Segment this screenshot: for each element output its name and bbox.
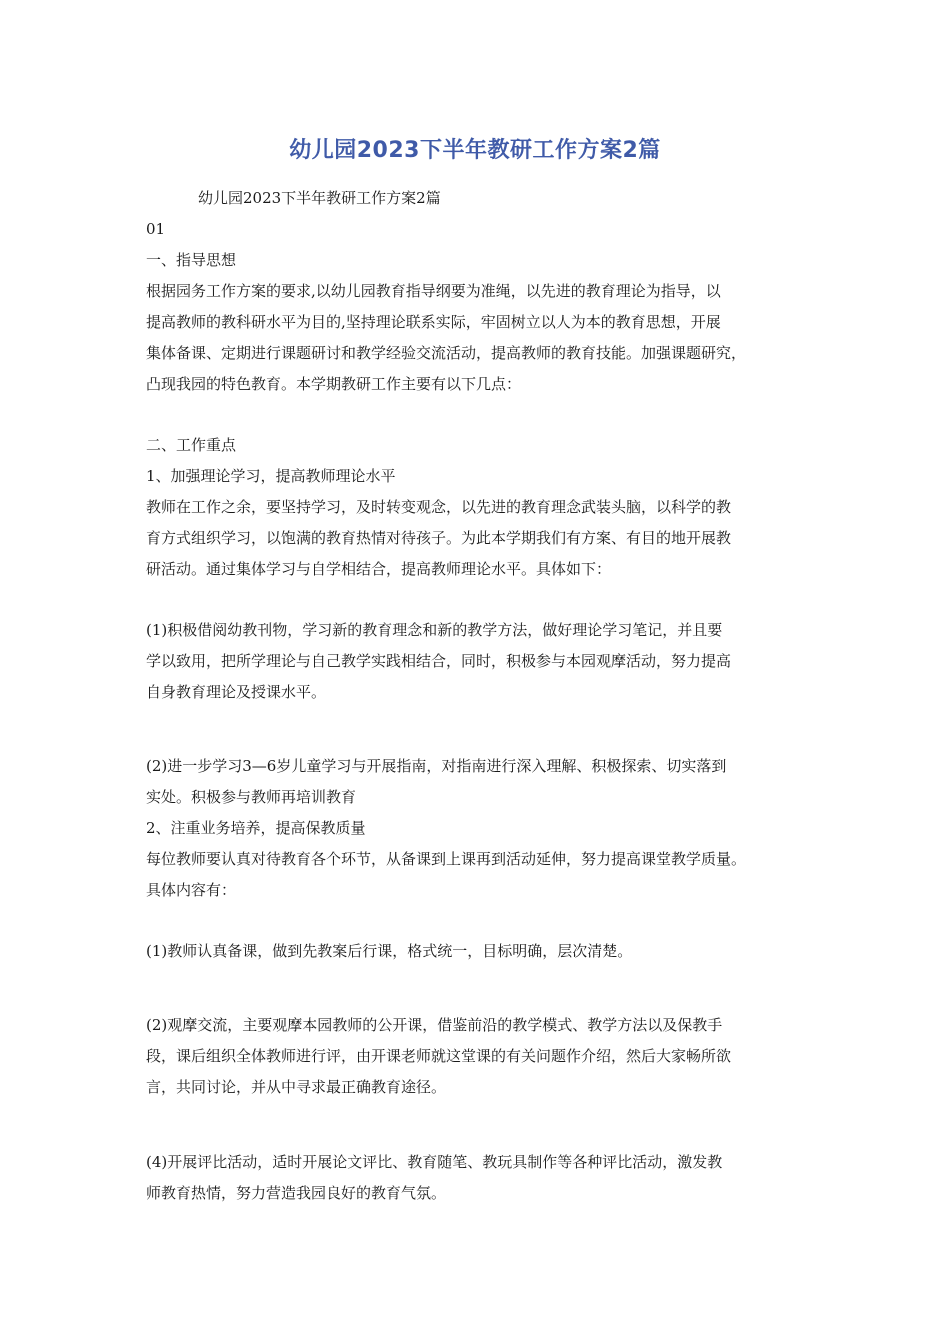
list-item-line: 言，共同讨论，并从中寻求最正确教育途径。 [146, 1078, 447, 1096]
list-item-line: 自身教育理论及授课水平。 [146, 683, 327, 701]
list-item-line: (1)教师认真备课，做到先教案后行课，格式统一，目标明确，层次清楚。 [146, 942, 633, 960]
heading-guiding-ideology: 一、指导思想 [146, 251, 237, 269]
list-item-line: (4)开展评比活动，适时开展论文评比、教育随笔、教玩具制作等各种评比活动，激发教 [146, 1153, 723, 1171]
paragraph-line: 凸现我园的特色教育。本学期教研工作主要有以下几点： [146, 375, 522, 393]
list-item-line: 段，课后组织全体教师进行评，由开课老师就这堂课的有关问题作介绍，然后大家畅所欲 [146, 1047, 732, 1065]
document-title: 幼儿园2023下半年教研工作方案2篇 [289, 138, 661, 163]
paragraph-line: 每位教师要认真对待教育各个环节，从备课到上课再到活动延伸，努力提高课堂教学质量。 [146, 850, 747, 868]
paragraph-line: 教师在工作之余，要坚持学习，及时转变观念，以先进的教育理念武装头脑，以科学的教 [146, 498, 732, 516]
list-item-line: 师教育热情，努力营造我园良好的教育气氛。 [146, 1184, 447, 1202]
list-item-line: (1)积极借阅幼教刊物，学习新的教育理念和新的教学方法，做好理论学习笔记，并且要 [146, 621, 723, 639]
heading-work-focus: 二、工作重点 [146, 436, 237, 454]
paragraph-line: 育方式组织学习，以饱满的教育热情对待孩子。为此本学期我们有方案、有目的地开展教 [146, 529, 732, 547]
paragraph-line: 具体内容有： [146, 881, 237, 899]
subheading-professional-training: 2、注重业务培养，提高保教质量 [146, 819, 366, 837]
paragraph-line: 研活动。通过集体学习与自学相结合，提高教师理论水平。具体如下： [146, 560, 612, 578]
list-item-line: (2)观摩交流，主要观摩本园教师的公开课，借鉴前沿的教学模式、教学方法以及保教手 [146, 1016, 723, 1034]
paragraph-line: 集体备课、定期进行课题研讨和教学经验交流活动，提高教师的教育技能。加强课题研究， [146, 344, 747, 362]
section-number: 01 [146, 220, 166, 238]
list-item-line: 实处。积极参与教师再培训教育 [146, 788, 357, 806]
document-subtitle: 幼儿园2023下半年教研工作方案2篇 [198, 189, 441, 207]
list-item-line: 学以致用，把所学理论与自己教学实践相结合，同时，积极参与本园观摩活动，努力提高 [146, 652, 732, 670]
list-item-line: (2)进一步学习3—6岁儿童学习与开展指南，对指南进行深入理解、积极探索、切实落到 [146, 757, 727, 775]
paragraph-line: 提高教师的教科研水平为目的,坚持理论联系实际，牢固树立以人为本的教育思想，开展 [146, 313, 721, 331]
paragraph-line: 根据园务工作方案的要求,以幼儿园教育指导纲要为准绳，以先进的教育理论为指导，以 [146, 282, 721, 300]
subheading-theory-study: 1、加强理论学习，提高教师理论水平 [146, 467, 396, 485]
